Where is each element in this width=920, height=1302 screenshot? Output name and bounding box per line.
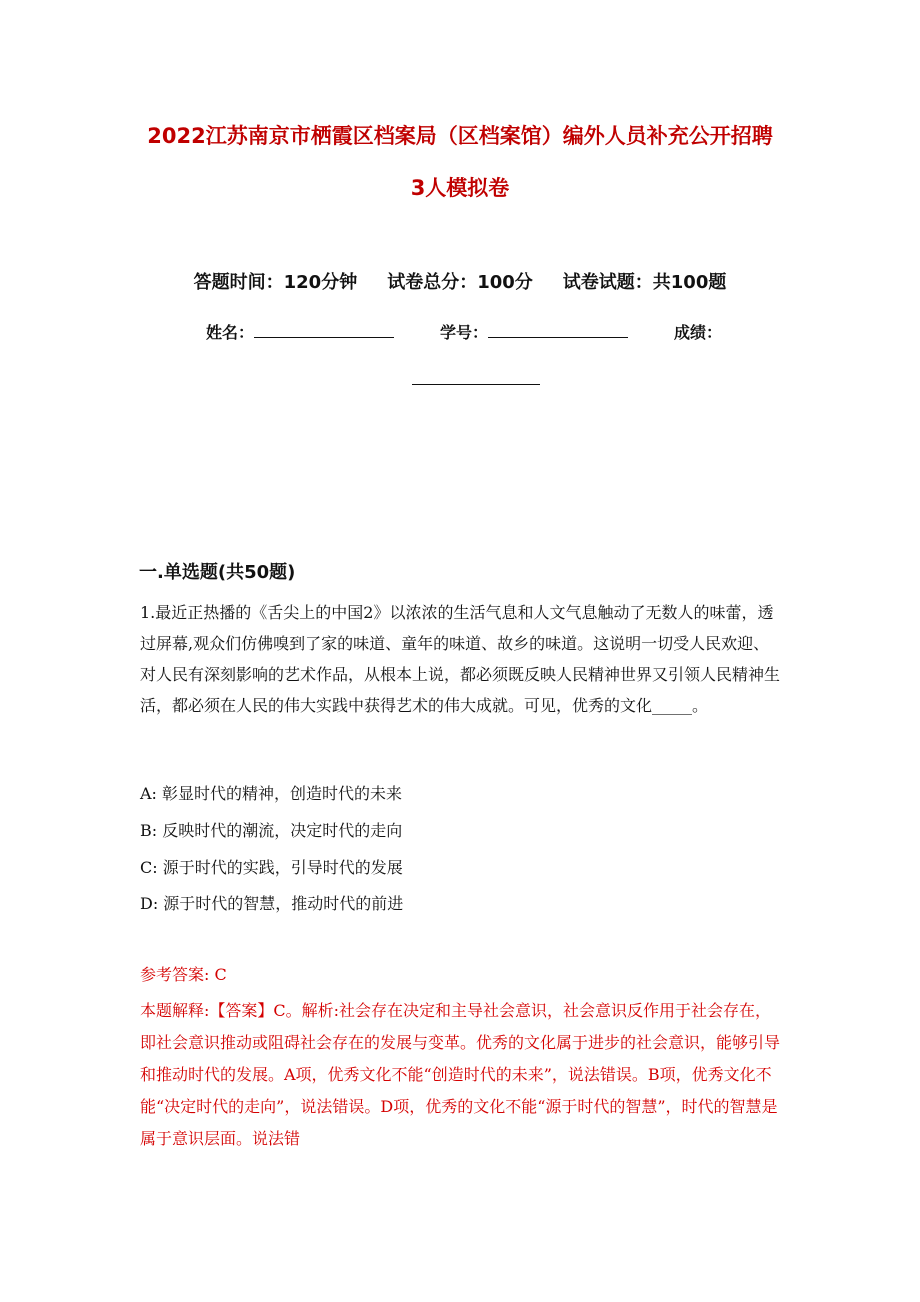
exam-total-score: 试卷总分：100分 xyxy=(387,272,533,293)
exam-time: 答题时间：120分钟 xyxy=(193,272,358,293)
exam-info xyxy=(0,268,920,294)
document-title-line-2: 3人模拟卷 xyxy=(410,176,510,200)
student-fields xyxy=(206,320,722,343)
score-blank xyxy=(412,384,540,385)
answer-explanation: 本题解释:【答案】C。解析:社会存在决定和主导社会意识，社会意识反作用于社会存在，即社会意识推动或阻碍社会存在的发展与变革。优秀的文化属于进步的社会意识，能够引导和推动时代的发展。A项，优秀文化不能“创造时代的未来”，说法错误。B项，优秀文化不能“决定时代的走向”，说法错误。D项，优秀的文化不能“源于时代的智慧”，时代的智慧是属于意识层面。说法错 xyxy=(140,1001,781,1148)
student-id-blank xyxy=(488,323,628,338)
reference-answer: 参考答案: C xyxy=(140,965,227,984)
name-blank xyxy=(254,323,394,338)
score-label: 成绩： xyxy=(674,323,723,342)
name-label: 姓名： xyxy=(206,323,255,342)
option-a: A: 彰显时代的精神，创造时代的未来 xyxy=(140,784,403,803)
exam-question-count: 试卷试题：共100题 xyxy=(562,272,727,293)
option-b: B: 反映时代的潮流，决定时代的走向 xyxy=(140,821,403,840)
option-d: D: 源于时代的智慧，推动时代的前进 xyxy=(140,894,404,913)
question-text: 1.最近正热播的《舌尖上的中国2》以浓浓的生活气息和人文气息触动了无数人的味蕾，透过屏幕,观众们仿佛嗅到了家的味道、童年的味道、故乡的味道。这说明一切受人民欢迎、对人民有深刻影响的艺术作品，从根本上说，都必须既反映人民精神世界又引领人民精神生活，都必须在人民的伟大实践中获得艺术的伟大成就。可见，优秀的文化_____。 xyxy=(140,603,781,715)
option-c: C: 源于时代的实践，引导时代的发展 xyxy=(140,858,403,877)
section-heading: 一.单选题(共50题) xyxy=(139,562,296,583)
document-title-line-1: 2022江苏南京市栖霞区档案局（区档案馆）编外人员补充公开招聘 xyxy=(147,124,773,148)
student-id-label: 学号： xyxy=(440,323,489,342)
